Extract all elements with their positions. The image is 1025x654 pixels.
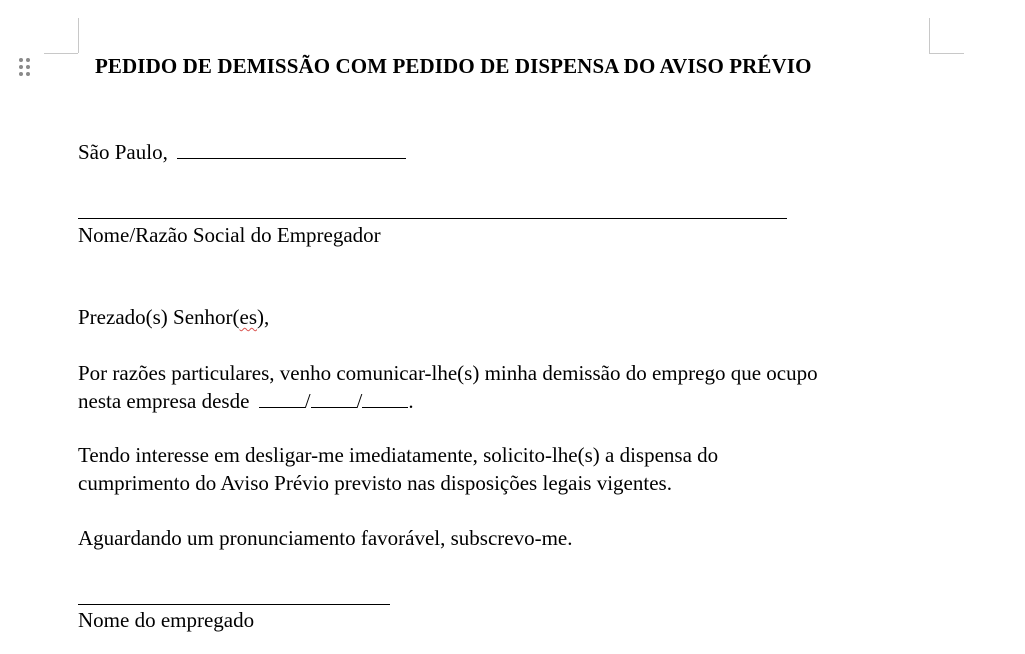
year-blank [362,389,408,408]
paragraph-1-line-2-text: nesta empresa desde [78,389,250,413]
greeting-end: ), [257,305,270,329]
date-end: . [408,389,414,413]
paragraph-1-line-2 [78,387,414,415]
crop-mark-top-right-horizontal [929,53,964,54]
date-separator: / [304,389,311,413]
crop-mark-top-right [929,18,930,53]
date-blank [177,140,406,159]
city-date-line [78,138,406,166]
document-title: PEDIDO DE DEMISSÃO COM PEDIDO DE DISPENSA DO AVISO PRÉVIO [95,54,812,78]
greeting [78,303,269,331]
date-separator: / [356,389,363,413]
employer-signature-line [78,218,787,219]
employer-label: Nome/Razão Social do Empregador [78,223,381,247]
employee-signature-line [78,604,390,605]
spellcheck-word: es [239,305,258,329]
employee-label: Nome do empregado [78,608,255,632]
month-blank [311,389,357,408]
greeting-text: Prezado(s) Senhor( [78,305,240,329]
crop-mark-top-left-horizontal [44,53,78,54]
drag-handle-icon[interactable] [17,57,33,79]
day-blank [259,389,305,408]
crop-mark-top-left [78,18,79,53]
paragraph-1-line-1: Por razões particulares, venho comunicar-lhe(s) minha demissão do emprego que ocupo [78,361,818,385]
city-label: São Paulo, [78,140,168,164]
paragraph-3: Aguardando um pronunciamento favorável, subscrevo-me. [78,526,573,550]
paragraph-2-line-2: cumprimento do Aviso Prévio previsto nas disposições legais vigentes. [78,471,672,495]
paragraph-2-line-1: Tendo interesse em desligar-me imediatamente, solicito-lhe(s) a dispensa do [78,443,719,467]
